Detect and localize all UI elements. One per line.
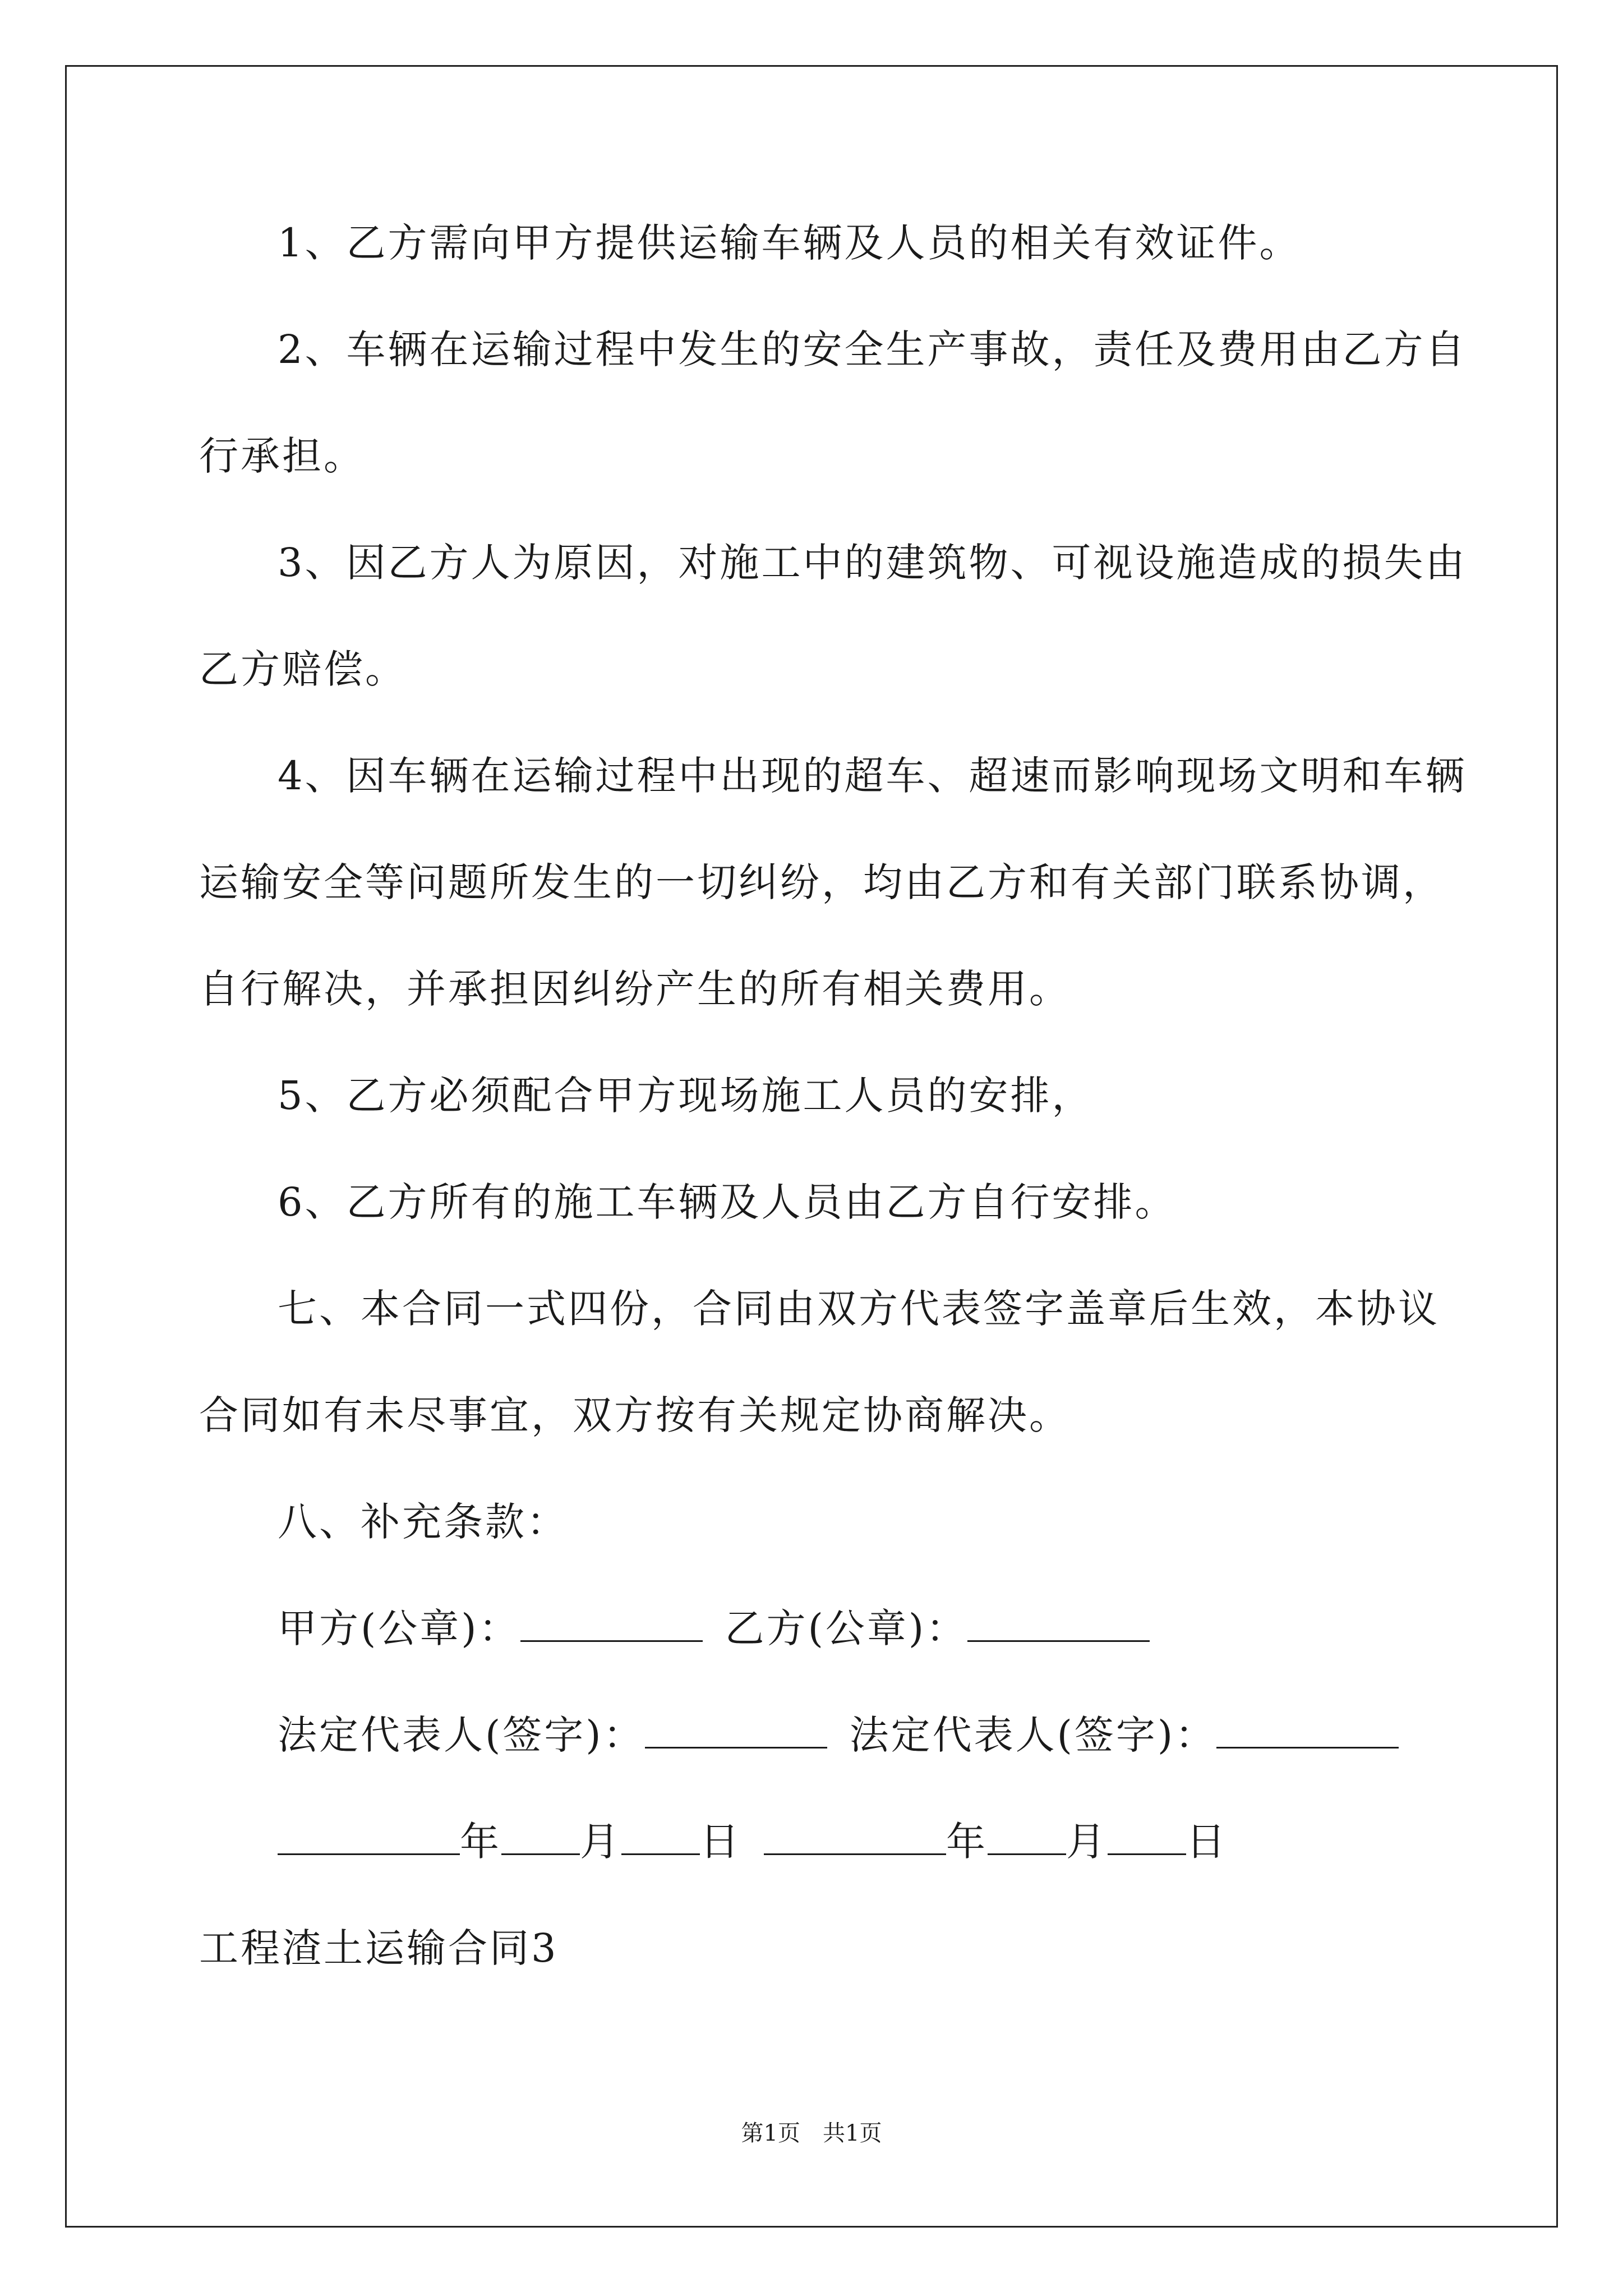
date-a-day-label: 日 xyxy=(700,1819,741,1865)
date-b-month-blank xyxy=(988,1819,1066,1855)
clause-5-line-1: 5、乙方必须配合甲方现场施工人员的安排， xyxy=(278,1073,1094,1119)
party-a-seal-blank xyxy=(520,1605,703,1642)
clause-eight-line-1: 八、补充条款： xyxy=(278,1499,568,1545)
clause-1-line-1: 1、乙方需向甲方提供运输车辆及人员的相关有效证件。 xyxy=(278,220,1301,266)
clause-4-line-1: 4、因车辆在运输过程中出现的超车、超速而影响现场文明和车辆 xyxy=(278,753,1467,799)
clause-4-line-2: 运输安全等问题所发生的一切纠纷，均由乙方和有关部门联系协调， xyxy=(199,859,1444,905)
clause-seven-line-2: 合同如有未尽事宜，双方按有关规定协商解决。 xyxy=(199,1392,1071,1438)
next-contract-title: 工程渣土运输合同3 xyxy=(199,1925,559,1971)
seal-row xyxy=(278,1602,1150,1655)
party-a-seal-label: 甲方(公章)： xyxy=(278,1605,520,1651)
date-b-year-label: 年 xyxy=(946,1819,988,1865)
rep-a-blank xyxy=(645,1712,827,1749)
clause-seven-line-1: 七、本合同一式四份，合同由双方代表签字盖章后生效，本协议 xyxy=(278,1286,1440,1332)
date-b-day-label: 日 xyxy=(1186,1819,1228,1865)
date-a-month-blank xyxy=(501,1819,580,1855)
date-b-year-blank xyxy=(764,1819,946,1855)
clause-2-line-1: 2、车辆在运输过程中发生的安全生产事故，责任及费用由乙方自 xyxy=(278,326,1467,372)
date-a-year-blank xyxy=(278,1819,460,1855)
page-number-total: 共1页 xyxy=(823,2120,882,2146)
date-a-month-label: 月 xyxy=(580,1819,621,1865)
clause-3-line-1: 3、因乙方人为原因，对施工中的建筑物、可视设施造成的损失由 xyxy=(278,540,1467,586)
date-row xyxy=(278,1815,1228,1869)
page-number-current: 第1页 xyxy=(741,2120,800,2146)
clause-6-line-1: 6、乙方所有的施工车辆及人员由乙方自行安排。 xyxy=(278,1179,1177,1225)
date-b-month-label: 月 xyxy=(1066,1819,1108,1865)
date-a-day-blank xyxy=(621,1819,700,1855)
page-frame xyxy=(65,65,1558,2228)
representative-row xyxy=(278,1708,1399,1762)
page-footer xyxy=(0,2119,1623,2147)
party-b-seal-blank xyxy=(967,1605,1150,1642)
party-b-seal-label: 乙方(公章)： xyxy=(725,1605,968,1651)
clause-2-line-2: 行承担。 xyxy=(199,433,365,479)
rep-b-label: 法定代表人(签字)： xyxy=(849,1712,1217,1758)
clause-3-line-2: 乙方赔偿。 xyxy=(199,646,407,692)
rep-b-blank xyxy=(1216,1712,1399,1749)
date-b-day-blank xyxy=(1108,1819,1186,1855)
rep-a-label: 法定代表人(签字)： xyxy=(278,1712,645,1758)
date-a-year-label: 年 xyxy=(460,1819,501,1865)
clause-4-line-3: 自行解决，并承担因纠纷产生的所有相关费用。 xyxy=(199,966,1071,1012)
